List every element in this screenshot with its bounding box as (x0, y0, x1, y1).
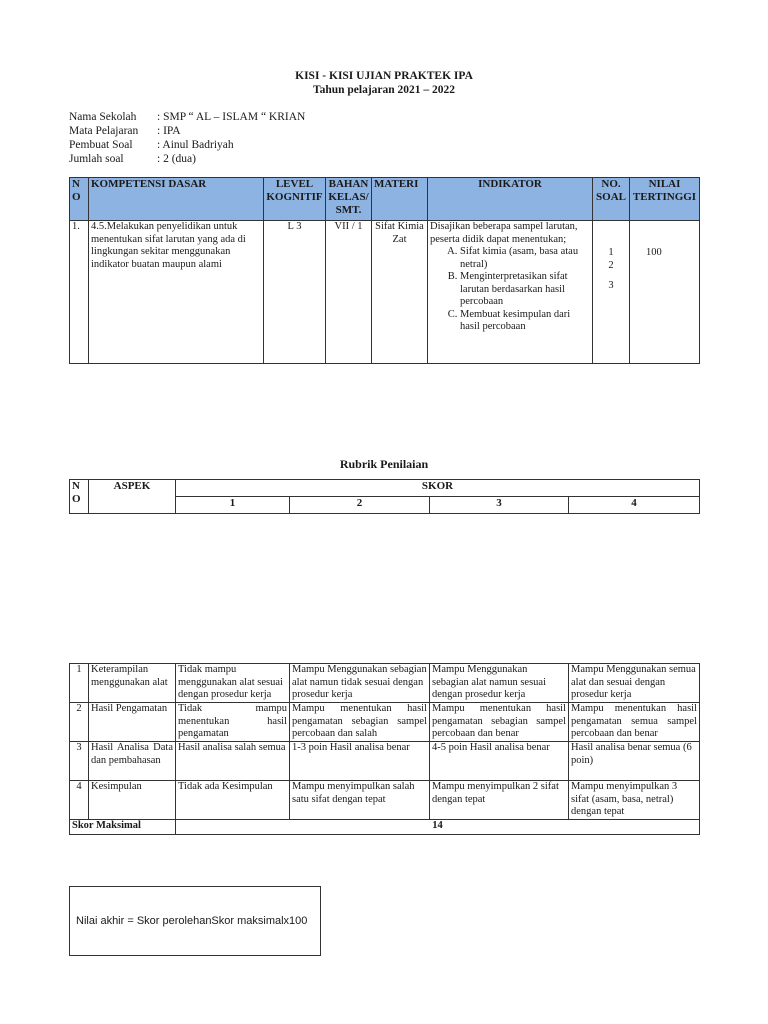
cell-no: 1. (70, 221, 89, 364)
cell-score-4: Mampu Menggunakan semua alat dan sesuai dengan prosedur kerja (569, 664, 700, 703)
rubrik-header-score-3: 3 (430, 497, 569, 514)
list-item: B. Menginterpretasikan sifat larutan berdasarkan hasil percobaan (460, 271, 590, 309)
table-row (70, 781, 700, 820)
cell-score-1: Tidak mampu menggunakan alat sesuai dengan prosedur kerja (176, 664, 290, 703)
header-materi: MATERI (372, 178, 428, 221)
nilai-value: 100 (646, 247, 662, 258)
header-bahan: BAHAN KELAS/ SMT. (326, 178, 372, 221)
rubrik-header-table (69, 479, 700, 514)
cell-no-soal (593, 221, 630, 364)
info-row (69, 124, 305, 138)
cell-level: L 3 (264, 221, 326, 364)
kisi-table (69, 177, 700, 364)
info-value: : 2 (dua) (157, 153, 196, 165)
cell-aspek: Keterampilan menggunakan alat (89, 664, 176, 703)
cell-score-3: Mampu menentukan hasil pengamatan sebagian sampel percobaan dan benar (430, 703, 569, 742)
cell-materi: Sifat Kimia Zat (372, 221, 428, 364)
info-row (69, 152, 305, 166)
soal-number: 2 (608, 259, 614, 271)
cell-bahan: VII / 1 (326, 221, 372, 364)
cell-no: 1 (70, 664, 89, 703)
cell-score-1: Tidak mampu menentukan hasil pengamatan (176, 703, 290, 742)
cell-score-3: 4-5 poin Hasil analisa benar (430, 742, 569, 781)
header-level: LEVEL KOGNITIF (264, 178, 326, 221)
info-label: Nama Sekolah (69, 111, 137, 123)
cell-no: 2 (70, 703, 89, 742)
cell-kompetensi: 4.5.Melakukan penyelidikan untuk menentukan sifat larutan yang ada di lingkungan sekitar menggunakan indikator buatan maupun alami (89, 221, 264, 364)
skor-maksimal-value: 14 (176, 820, 700, 835)
kisi-header-row (70, 178, 700, 221)
info-row (69, 138, 305, 152)
header-no: N O (70, 178, 89, 221)
cell-aspek: Kesimpulan (89, 781, 176, 820)
info-value: : IPA (157, 125, 181, 137)
document-title: KISI - KISI UJIAN PRAKTEK IPA (295, 70, 473, 82)
rubrik-header-no: N O (70, 480, 89, 514)
skor-maksimal-label: Skor Maksimal (70, 820, 176, 835)
cell-score-4: Hasil analisa benar semua (6 poin) (569, 742, 700, 781)
info-block (69, 110, 305, 166)
formula-text: Nilai akhir = Skor perolehanSkor maksimalx100 (76, 915, 308, 927)
cell-score-4: Mampu menyimpulkan 3 sifat (asam, basa, netral) dengan tepat (569, 781, 700, 820)
table-row (70, 221, 700, 364)
info-label: Jumlah soal (69, 153, 124, 165)
cell-score-2: Mampu menyimpulkan salah satu sifat dengan tepat (290, 781, 430, 820)
info-row (69, 110, 305, 124)
document-subtitle: Tahun pelajaran 2021 – 2022 (312, 84, 456, 96)
info-value: : Ainul Badriyah (157, 139, 234, 151)
soal-number: 3 (608, 280, 614, 291)
indikator-intro: Disajikan beberapa sampel larutan, peserta didik dapat menentukan; (430, 221, 578, 245)
table-row (70, 703, 700, 742)
skor-maksimal-row (70, 820, 700, 835)
cell-indikator (428, 221, 593, 364)
header-no-soal: NO. SOAL (593, 178, 630, 221)
cell-score-1: Tidak ada Kesimpulan (176, 781, 290, 820)
cell-score-1: Hasil analisa salah semua (176, 742, 290, 781)
table-row (70, 664, 700, 703)
cell-score-4: Mampu menentukan hasil pengamatan semua sampel percobaan dan benar (569, 703, 700, 742)
header-kompetensi: KOMPETENSI DASAR (89, 178, 264, 221)
cell-aspek: Hasil Pengamatan (89, 703, 176, 742)
list-item: A. Sifat kimia (asam, basa atau netral) (460, 246, 590, 271)
rubrik-header-score-1: 1 (176, 497, 290, 514)
formula-box (69, 886, 321, 956)
cell-no: 4 (70, 781, 89, 820)
list-item: C. Membuat kesimpulan dari hasil percobaan (460, 309, 590, 334)
cell-aspek: Hasil Analisa Data dan pembahasan (89, 742, 176, 781)
cell-score-2: Mampu Menggunakan sebagian alat namun tidak sesuai dengan prosedur kerja (290, 664, 430, 703)
info-label: Pembuat Soal (69, 139, 133, 151)
rubrik-header-aspek: ASPEK (89, 480, 176, 514)
info-label: Mata Pelajaran (69, 125, 139, 137)
header-nilai: NILAI TERTINGGI (630, 178, 700, 221)
table-row (70, 742, 700, 781)
header-indikator: INDIKATOR (428, 178, 593, 221)
rubrik-header-score-4: 4 (569, 497, 700, 514)
rubrik-header-score-2: 2 (290, 497, 430, 514)
info-value: : SMP “ AL – ISLAM “ KRIAN (157, 111, 306, 123)
rubrik-title: Rubrik Penilaian (339, 457, 429, 471)
rubrik-table (69, 663, 700, 835)
cell-no: 3 (70, 742, 89, 781)
rubrik-header-skor: SKOR (176, 480, 700, 497)
cell-score-2: Mampu menentukan hasil pengamatan sebagian sampel percobaan dan salah (290, 703, 430, 742)
soal-number: 1 (608, 247, 614, 258)
indikator-list (430, 246, 590, 334)
rubrik-header-row (70, 480, 700, 497)
cell-score-3: Mampu menyimpulkan 2 sifat dengan tepat (430, 781, 569, 820)
cell-score-2: 1-3 poin Hasil analisa benar (290, 742, 430, 781)
cell-nilai (630, 221, 700, 364)
cell-score-3: Mampu Menggunakan sebagian alat namun sesuai dengan prosedur kerja (430, 664, 569, 703)
